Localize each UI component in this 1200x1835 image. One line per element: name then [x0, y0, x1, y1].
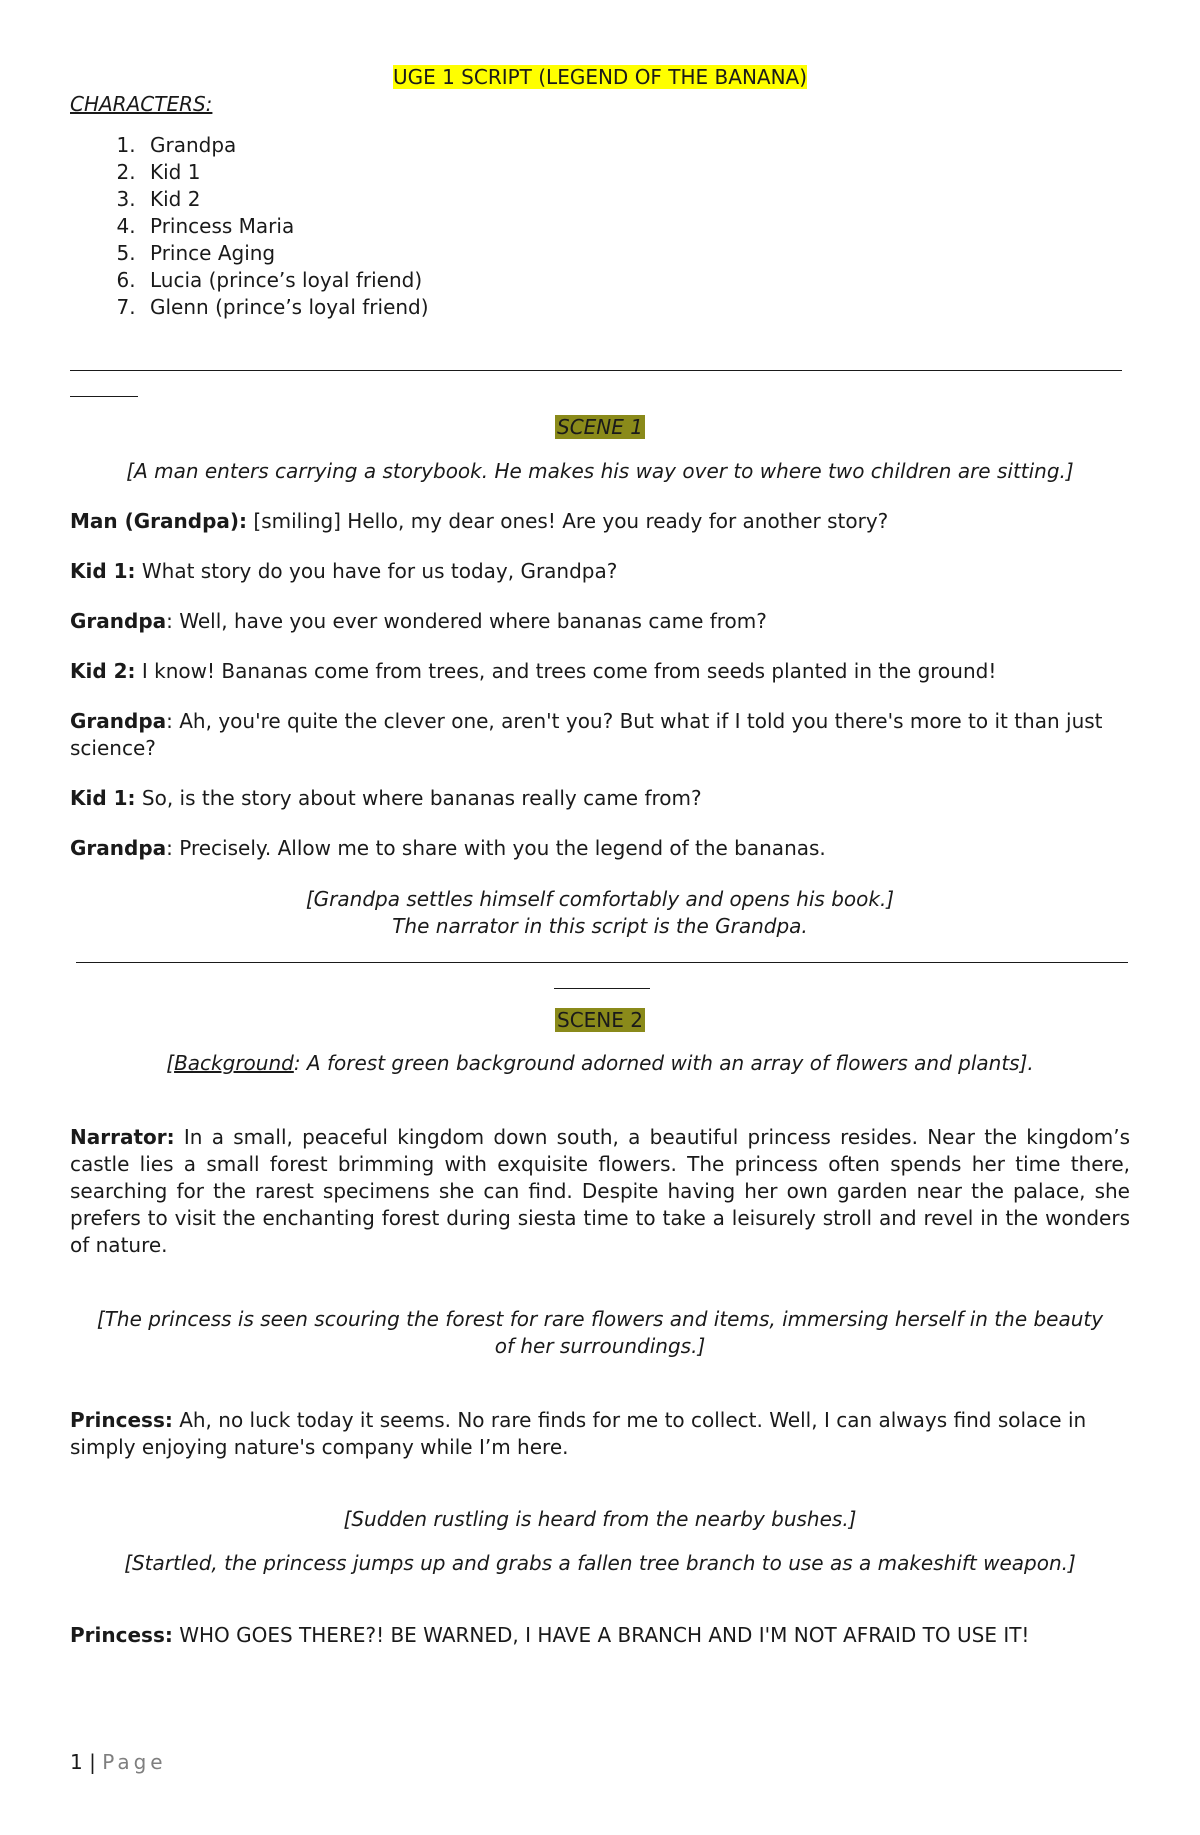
speaker: Grandpa [70, 709, 167, 733]
speaker: Kid 1: [70, 786, 136, 810]
character-item: 1. Grandpa [142, 132, 1130, 159]
character-item: 4. Princess Maria [142, 213, 1130, 240]
background-label: Background [174, 1051, 294, 1075]
speaker: Grandpa [70, 609, 167, 633]
document-title: UGE 1 SCRIPT (LEGEND OF THE BANANA) [392, 65, 808, 89]
character-item: 6. Lucia (prince’s loyal friend) [142, 267, 1130, 294]
dialogue-text: : Precisely. Allow me to share with you the legend of the bananas. [166, 836, 826, 860]
stage-direction: [A man enters carrying a storybook. He makes his way over to where two children are sitting.] [126, 459, 1074, 483]
speaker: Kid 2: [70, 659, 136, 683]
characters-heading: CHARACTERS: [70, 92, 213, 116]
page-number: 1 [70, 1750, 83, 1774]
page-footer [70, 1750, 167, 1774]
stage-direction: [Grandpa settles himself comfortably and opens his book.] [305, 887, 895, 911]
divider-rule-short [554, 988, 650, 989]
character-item: 7. Glenn (prince’s loyal friend) [142, 294, 1130, 321]
characters-list [70, 132, 1130, 321]
dialogue-text: I know! Bananas come from trees, and trees come from seeds planted in the ground! [135, 659, 997, 683]
background-text: : A forest green background adorned with an array of flowers and plants]. [293, 1051, 1034, 1075]
dialogue-text: In a small, peaceful kingdom down south, a beautiful princess resides. Near the kingdom’s castle lies a small forest brimming with exquisite flowers. The princess often spends her time there, searching for the rarest specimens she can find. Despite having her own garden near the palace, she prefers to visit the enchanting forest during siesta time to take a leisurely stroll and revel in the wonders of nature. [70, 1125, 1130, 1257]
dialogue-text: : Ah, you're quite the clever one, aren't you? But what if I told you there's more to it than just science? [70, 709, 1103, 760]
dialogue-text: : Well, have you ever wondered where bananas came from? [166, 609, 767, 633]
speaker: Man (Grandpa): [70, 509, 248, 533]
narrator-note: The narrator in this script is the Grandpa. [392, 914, 808, 938]
narrator-paragraph [70, 1124, 1130, 1259]
dialogue-line [70, 608, 1130, 635]
dialogue-line [70, 508, 1130, 535]
background-direction [70, 1050, 1130, 1077]
character-item: 3. Kid 2 [142, 186, 1130, 213]
scene-1-heading-line [70, 414, 1130, 441]
speaker: Princess: [70, 1408, 173, 1432]
dialogue-line [70, 658, 1130, 685]
dialogue-line [70, 558, 1130, 585]
footer-separator: | [82, 1750, 103, 1774]
dialogue-text: Ah, no luck today it seems. No rare finds for me to collect. Well, I can always find solace in simply enjoying nature's company while I’m here. [70, 1408, 1087, 1459]
scene-1-heading: SCENE 1 [557, 415, 643, 439]
divider-rule [76, 962, 1128, 963]
divider-rule-short [70, 396, 138, 397]
character-item: 5. Prince Aging [142, 240, 1130, 267]
character-item: 2. Kid 1 [142, 159, 1130, 186]
divider-rule [70, 370, 1122, 371]
dialogue-text: [smiling] Hello, my dear ones! Are you ready for another story? [247, 509, 889, 533]
speaker: Grandpa [70, 836, 167, 860]
scene-2 [70, 1007, 1130, 1649]
speaker: Princess: [70, 1623, 173, 1647]
scene-2-heading: SCENE 2 [557, 1008, 643, 1032]
dialogue-text: So, is the story about where bananas really came from? [135, 786, 702, 810]
stage-direction: [The princess is seen scouring the forest for rare flowers and items, immersing herself in the beauty of her surroundings.] [96, 1307, 1104, 1358]
dialogue-line [70, 708, 1130, 762]
title-line [70, 64, 1130, 91]
dialogue-line [70, 835, 1130, 862]
speaker: Kid 1: [70, 559, 136, 583]
bracket-open: [ [166, 1051, 175, 1075]
dialogue-line [70, 1407, 1130, 1461]
dialogue-text: What story do you have for us today, Grandpa? [135, 559, 618, 583]
speaker: Narrator: [70, 1125, 175, 1149]
page-label: Page [102, 1750, 167, 1774]
scene-2-heading-line [70, 1007, 1130, 1034]
stage-direction: [Sudden rustling is heard from the nearby bushes.] [343, 1507, 857, 1531]
scene-1 [70, 414, 1130, 940]
dialogue-line [70, 785, 1130, 812]
dialogue-text: WHO GOES THERE?! BE WARNED, I HAVE A BRANCH AND I'M NOT AFRAID TO USE IT! [172, 1623, 1030, 1647]
stage-direction: [Startled, the princess jumps up and grabs a fallen tree branch to use as a makeshift weapon.] [124, 1551, 1076, 1575]
dialogue-line [70, 1622, 1130, 1649]
document-page [70, 64, 1130, 321]
